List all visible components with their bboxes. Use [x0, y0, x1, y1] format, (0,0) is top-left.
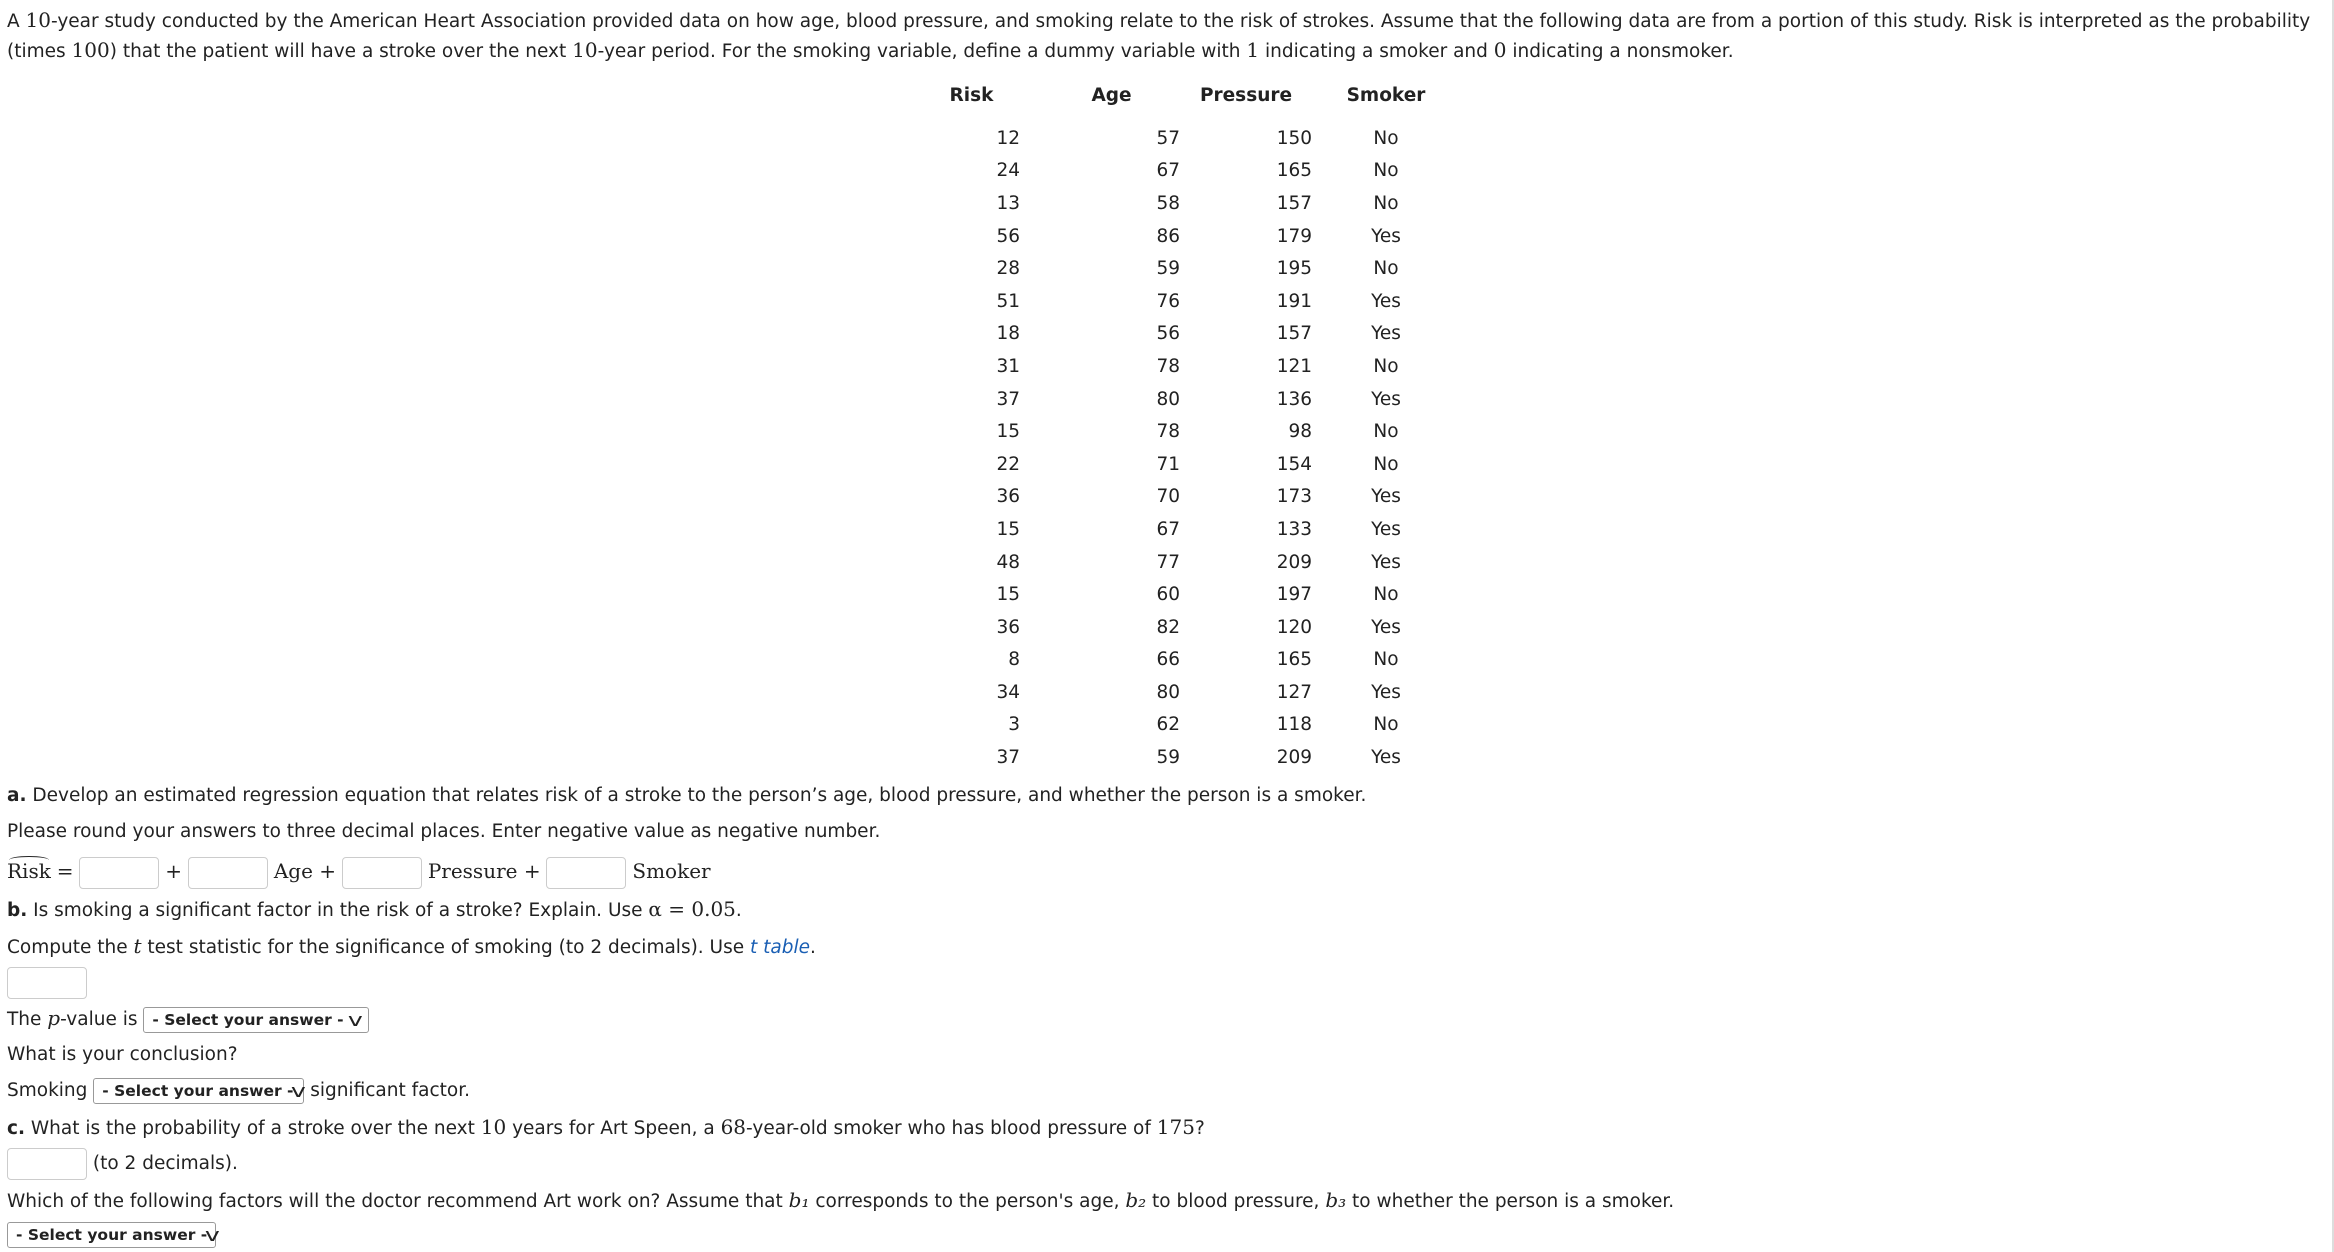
cell-smoker: Yes: [1371, 323, 1401, 345]
cell-smoker: No: [1373, 192, 1399, 214]
cell-risk: 12: [996, 127, 1020, 149]
cell-age: 78: [1156, 421, 1180, 443]
cell-smoker: No: [1373, 584, 1399, 606]
table-row: [900, 644, 1452, 677]
probability-input[interactable]: [7, 1148, 87, 1180]
cell-risk: 28: [996, 258, 1020, 280]
chevron-down-icon: v: [291, 1080, 307, 1102]
header-age: Age: [1091, 84, 1132, 106]
cell-age: 58: [1156, 192, 1180, 214]
cell-smoker: No: [1373, 258, 1399, 280]
cell-age: 80: [1156, 681, 1180, 703]
cell-smoker: Yes: [1371, 225, 1401, 247]
cell-smoker: Yes: [1371, 388, 1401, 410]
chevron-down-icon: v: [205, 1224, 220, 1246]
table-row: [900, 383, 1452, 416]
cell-pressure: 209: [1276, 747, 1312, 769]
cell-smoker: No: [1373, 160, 1399, 182]
smoker-coef-input[interactable]: [546, 857, 626, 889]
cell-risk: 31: [996, 355, 1020, 377]
cell-smoker: Yes: [1371, 486, 1401, 508]
cell-age: 80: [1156, 388, 1180, 410]
cell-risk: 37: [996, 388, 1020, 410]
problem-intro: A 10-year study conducted by the American Heart Association provided data on how age, blood pressure, and smoking relate to the risk of strokes. Assume that the following data are from a portion of this study. Risk is interpreted as the probability (times 100) that the patient will have a stroke over the next 10-year period. For the smoking variable, define a dummy variable with 1 indicating a smoker and 0 indicating a nonsmoker.: [7, 8, 2311, 62]
cell-pressure: 165: [1276, 649, 1312, 671]
table-row: [900, 578, 1452, 611]
factor-question: Which of the following factors will the doctor recommend Art work on? Assume that b₁ corresponds to the person's age, b₂ to blood pressure, b₃ to whether the person is a smoker.: [7, 1188, 1675, 1212]
table-row: [900, 513, 1452, 546]
table-row: [900, 187, 1452, 220]
p-value-row: The p-value is - Select your answer - v: [7, 1006, 369, 1033]
p-value-select[interactable]: - Select your answer - v: [143, 1007, 369, 1033]
cell-smoker: No: [1373, 649, 1399, 671]
table-row: [900, 122, 1452, 155]
cell-pressure: 120: [1276, 616, 1312, 638]
cell-risk: 24: [996, 160, 1020, 182]
cell-smoker: Yes: [1371, 551, 1401, 573]
cell-pressure: 133: [1276, 518, 1312, 540]
cell-age: 76: [1156, 290, 1180, 312]
cell-pressure: 179: [1276, 225, 1312, 247]
age-coef-input[interactable]: [188, 857, 268, 889]
cell-risk: 15: [996, 584, 1020, 606]
probability-row: (to 2 decimals).: [7, 1148, 238, 1180]
pressure-coef-input[interactable]: [342, 857, 422, 889]
cell-pressure: 157: [1276, 192, 1312, 214]
cell-age: 86: [1156, 225, 1180, 247]
cell-smoker: Yes: [1371, 290, 1401, 312]
intercept-input[interactable]: [79, 857, 159, 889]
table-row: [900, 415, 1452, 448]
cell-pressure: 98: [1288, 421, 1312, 443]
cell-age: 59: [1156, 258, 1180, 280]
cell-risk: 15: [996, 518, 1020, 540]
part-a-question: a. Develop an estimated regression equation that relates risk of a stroke to the person’s age, blood pressure, and whether the person is a smoker.: [7, 785, 1367, 806]
conclusion-question: What is your conclusion?: [7, 1044, 238, 1065]
cell-age: 77: [1156, 551, 1180, 573]
cell-age: 56: [1156, 323, 1180, 345]
conclusion-select[interactable]: - Select your answer - v: [93, 1078, 304, 1104]
cell-age: 71: [1156, 453, 1180, 475]
cell-pressure: 165: [1276, 160, 1312, 182]
table-row: [900, 611, 1452, 644]
table-row: [900, 546, 1452, 579]
cell-risk: 15: [996, 421, 1020, 443]
cell-smoker: No: [1373, 355, 1399, 377]
cell-risk: 36: [996, 616, 1020, 638]
cell-smoker: No: [1373, 714, 1399, 736]
table-row: [900, 252, 1452, 285]
cell-pressure: 127: [1276, 681, 1312, 703]
cell-pressure: 150: [1276, 127, 1312, 149]
cell-pressure: 209: [1276, 551, 1312, 573]
cell-pressure: 154: [1276, 453, 1312, 475]
cell-smoker: Yes: [1371, 616, 1401, 638]
cell-age: 59: [1156, 747, 1180, 769]
cell-age: 67: [1156, 160, 1180, 182]
cell-risk: 13: [996, 192, 1020, 214]
cell-age: 66: [1156, 649, 1180, 671]
cell-pressure: 191: [1276, 290, 1312, 312]
cell-smoker: No: [1373, 453, 1399, 475]
cell-risk: 3: [1008, 714, 1020, 736]
table-row: [900, 741, 1452, 774]
cell-age: 82: [1156, 616, 1180, 638]
cell-age: 67: [1156, 518, 1180, 540]
table-row: [900, 709, 1452, 742]
part-a-instructions: Please round your answers to three decimal places. Enter negative value as negative number.: [7, 821, 881, 842]
cell-smoker: Yes: [1371, 747, 1401, 769]
part-b-question: b. Is smoking a significant factor in the risk of a stroke? Explain. Use α = 0.05.: [7, 897, 742, 921]
cell-risk: 22: [996, 453, 1020, 475]
conclusion-row: Smoking - Select your answer - v significant factor.: [7, 1078, 470, 1104]
table-row: [900, 350, 1452, 383]
header-risk: Risk: [949, 84, 994, 106]
cell-age: 70: [1156, 486, 1180, 508]
cell-pressure: 136: [1276, 388, 1312, 410]
cell-pressure: 197: [1276, 584, 1312, 606]
cell-smoker: No: [1373, 421, 1399, 443]
t-stat-prompt: Compute the t test statistic for the significance of smoking (to 2 decimals). Use t table.: [7, 934, 816, 958]
header-pressure: Pressure: [1199, 84, 1293, 106]
table-row: [900, 448, 1452, 481]
header-smoker: Smoker: [1346, 84, 1426, 106]
cell-pressure: 173: [1276, 486, 1312, 508]
data-table: [900, 80, 1452, 774]
cell-smoker: Yes: [1371, 681, 1401, 703]
chevron-down-icon: v: [347, 1009, 363, 1031]
cell-pressure: 195: [1276, 258, 1312, 280]
t-table-link[interactable]: t table: [750, 937, 810, 958]
factor-select[interactable]: - Select your answer - v: [7, 1222, 216, 1248]
cell-risk: 37: [996, 747, 1020, 769]
cell-risk: 34: [996, 681, 1020, 703]
cell-risk: 51: [996, 290, 1020, 312]
cell-age: 57: [1156, 127, 1180, 149]
cell-pressure: 121: [1276, 355, 1312, 377]
cell-pressure: 118: [1276, 714, 1312, 736]
table-row: [900, 220, 1452, 253]
table-row: [900, 285, 1452, 318]
cell-age: 60: [1156, 584, 1180, 606]
cell-age: 78: [1156, 355, 1180, 377]
cell-risk: 18: [996, 323, 1020, 345]
regression-equation: Risk = + Age + Pressure + Smoker: [7, 857, 711, 889]
table-row: [900, 676, 1452, 709]
cell-risk: 48: [996, 551, 1020, 573]
cell-risk: 56: [996, 225, 1020, 247]
t-stat-input[interactable]: [7, 967, 87, 999]
table-row: [900, 481, 1452, 514]
cell-risk: 8: [1008, 649, 1020, 671]
part-c-question: c. What is the probability of a stroke over the next 10 years for Art Speen, a 68-year-old smoker who has blood pressure of 175?: [7, 1115, 1205, 1139]
cell-smoker: No: [1373, 127, 1399, 149]
cell-pressure: 157: [1276, 323, 1312, 345]
table-row: [900, 318, 1452, 351]
table-row: [900, 155, 1452, 188]
cell-smoker: Yes: [1371, 518, 1401, 540]
risk-hat-label: Risk: [7, 859, 51, 883]
cell-risk: 36: [996, 486, 1020, 508]
cell-age: 62: [1156, 714, 1180, 736]
